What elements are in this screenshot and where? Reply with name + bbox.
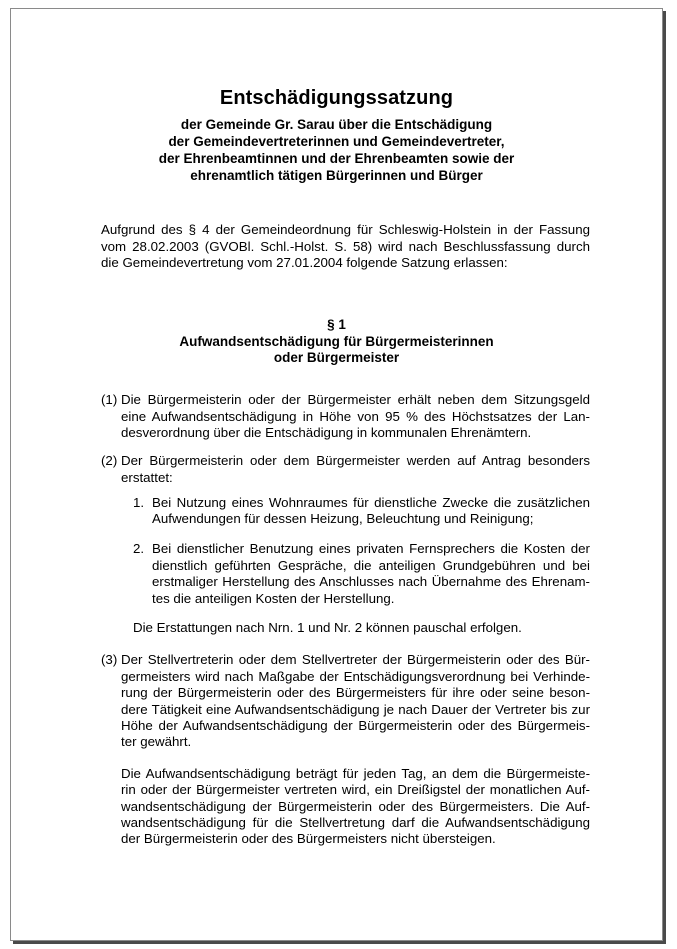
section-heading: Aufwandsentschädigung für Bürgermeisterinnen — [179, 334, 494, 349]
paragraph-line: ter gewährt. — [121, 734, 192, 749]
list-item-line: Aufwendungen für dessen Heizung, Beleuchtung und Reinigung; — [152, 511, 534, 526]
paragraph-marker: (2) — [101, 453, 118, 468]
list-item-marker: 2. — [133, 541, 145, 556]
paragraph-line: erstattet: — [121, 470, 173, 485]
paragraph-line: wandsentschädigung der Bürgermeisterin oder des Bürgermeisters. Die Auf- — [121, 799, 590, 814]
paragraph-note: Die Erstattungen nach Nrn. 1 und Nr. 2 können pauschal erfolgen. — [133, 620, 522, 635]
paragraph-line: Die Aufwandsentschädigung beträgt für jeden Tag, an dem die Bürgermeiste- — [121, 766, 590, 781]
paragraph-line: dere Tätigkeit eine Aufwandsentschädigung je nach Dauer der Vertreter bis zur — [121, 702, 590, 717]
subtitle-line: der Gemeinde Gr. Sarau über die Entschädigung — [180, 117, 493, 132]
preamble-line: die Gemeindevertretung vom 27.01.2004 folgende Satzung erlassen: — [101, 255, 508, 270]
preamble-line: Aufgrund des § 4 der Gemeindeordnung für Schleswig-Holstein in der Fassung — [101, 222, 590, 237]
preamble-line: vom 28.02.2003 (GVOBl. Schl.-Holst. S. 58) wird nach Beschlussfassung durch — [101, 239, 590, 254]
list-item-line: Bei Nutzung eines Wohnraumes für dienstliche Zwecke die zusätzlichen — [152, 495, 590, 510]
section-heading: oder Bürgermeister — [273, 350, 400, 365]
paragraph-line: Der Bürgermeisterin oder dem Bürgermeister werden auf Antrag besonders — [121, 453, 590, 468]
paragraph-line: germeisters wird nach Maßgabe der Entschädigungsverordnung bei Verhinde- — [121, 669, 590, 684]
paragraph-line: rin oder der Bürgermeister vertreten wird, ein Dreißigstel der monatlichen Auf- — [121, 782, 590, 797]
paragraph-line: wandsentschädigung für die Stellvertretung darf die Aufwandsentschädigung — [121, 815, 590, 830]
paragraph-line: rung der Bürgermeisterin oder des Bürgermeisters für ihre oder seine beson- — [121, 685, 590, 700]
paragraph-line: Höhe der Aufwandsentschädigung der Bürgermeisterin oder des Bürgermeis- — [121, 718, 590, 733]
section-number: § 1 — [327, 317, 346, 332]
paragraph-line: Die Bürgermeisterin oder der Bürgermeister erhält neben dem Sitzungsgeld — [121, 392, 590, 407]
list-item-marker: 1. — [133, 495, 145, 510]
list-item-line: erstmaliger Herstellung des Anschlusses nach Übernahme des Ehrenam- — [152, 574, 590, 589]
paragraph-line: desverordnung über die Entschädigung in kommunalen Ehrenämtern. — [121, 425, 532, 440]
list-item-line: dienstlich geführten Gespräche, die anteiligen Grundgebühren und bei — [152, 558, 590, 573]
paragraph-marker: (3) — [101, 652, 118, 667]
document-title: Entschädigungssatzung — [219, 87, 454, 109]
subtitle-line: ehrenamtlich tätigen Bürgerinnen und Bürger — [190, 168, 483, 183]
document-page — [10, 8, 663, 941]
subtitle-line: der Gemeindevertreterinnen und Gemeindevertreter, — [168, 134, 505, 149]
list-item-line: tes die anteiligen Kosten der Herstellung. — [152, 591, 395, 606]
list-item-line: Bei dienstlicher Benutzung eines privaten Fernsprechers die Kosten der — [152, 541, 590, 556]
paragraph-line: Der Stellvertreterin oder dem Stellvertreter der Bürgermeisterin oder des Bür- — [121, 652, 590, 667]
subtitle-line: der Ehrenbeamtinnen und der Ehrenbeamten sowie der — [158, 151, 515, 166]
paragraph-marker: (1) — [101, 392, 118, 407]
paragraph-line: der Bürgermeisterin oder des Bürgermeisters nicht übersteigen. — [121, 831, 496, 846]
paragraph-line: eine Aufwandsentschädigung in Höhe von 95 % des Höchstsatzes der Lan- — [121, 409, 590, 424]
